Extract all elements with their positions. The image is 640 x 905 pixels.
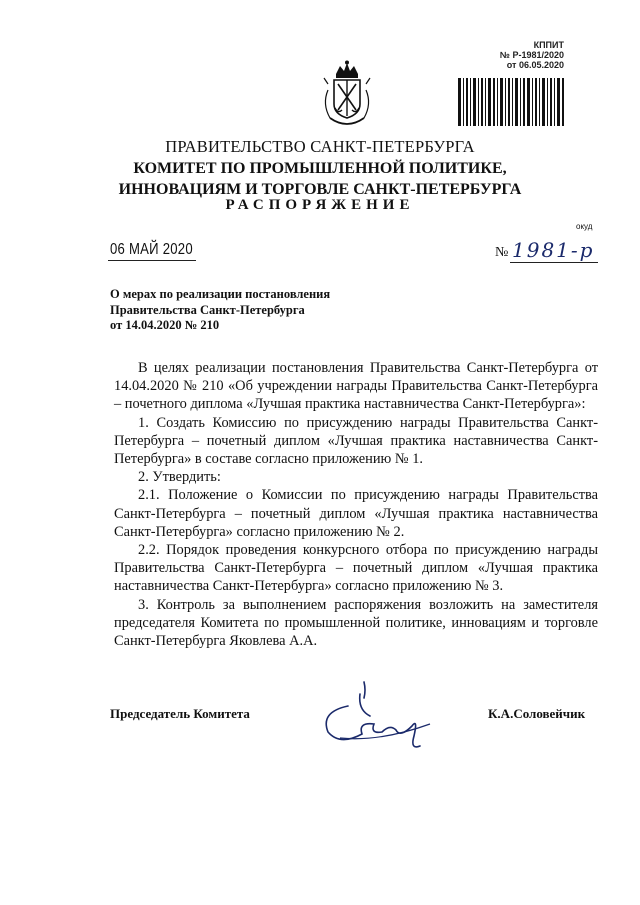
- stamp-org: КППИТ: [533, 40, 564, 50]
- stamp-reg-date: от 06.05.2020: [506, 60, 564, 70]
- number-underline: [510, 262, 598, 263]
- document-number: 1981-р: [512, 238, 595, 262]
- signature-icon: [300, 676, 450, 756]
- date-underline: [108, 260, 196, 261]
- paragraph-preamble: В целях реализации постановления Правительства Санкт-Петербурга от 14.04.2020 № 210 «Об учреждении награды Правительства Санкт-Петербурга – почетного диплома «Лучшая практика наставничества Санкт-Петербурга»:: [114, 360, 598, 413]
- paragraph-item-2: 2. Утвердить:: [138, 469, 221, 486]
- stamp-reg-number: № Р-1981/2020: [499, 50, 564, 60]
- committee-title: [0, 158, 640, 200]
- paragraph-item-3: 3. Контроль за выполнением распоряжения возложить на заместителя председателя Комитета по промышленной политике, инновациям и торговле Санкт-Петербурга Яковлева А.А.: [114, 596, 598, 650]
- barcode-icon: [458, 78, 564, 126]
- document-body: [114, 359, 598, 650]
- government-title: ПРАВИТЕЛЬСТВО САНКТ-ПЕТЕРБУРГА: [165, 137, 475, 156]
- subject-line3: от 14.04.2020 № 210: [110, 318, 220, 332]
- paragraph-item-2-1: 2.1. Положение о Комиссии по присуждению награды Правительства Санкт-Петербурга – почетный диплом «Лучшая практика наставничества Санкт-Петербурга» согласно приложению № 2.: [114, 487, 598, 540]
- coat-of-arms-icon: [318, 60, 376, 130]
- signer-position: Председатель Комитета: [110, 706, 250, 721]
- okud-label: окуд: [576, 222, 593, 231]
- paragraph-item-2-2: 2.2. Порядок проведения конкурсного отбора по присуждению награды Правительства Санкт-Петербурга – почетный диплом «Лучшая практика наставничества Санкт-Петербурга» согласно приложению № 3.: [114, 542, 598, 595]
- committee-title-line1: КОМИТЕТ ПО ПРОМЫШЛЕННОЙ ПОЛИТИКЕ,: [133, 160, 507, 177]
- document-type: РАСПОРЯЖЕНИЕ: [225, 197, 415, 213]
- signer-name: К.А.Соловейчик: [488, 706, 586, 721]
- number-label: №: [495, 245, 509, 260]
- committee-title-line2: ИННОВАЦИЯМ И ТОРГОВЛЕ САНКТ-ПЕТЕРБУРГА: [118, 181, 522, 198]
- document-date: 06 МАЙ 2020: [110, 241, 193, 258]
- subject-line2: Правительства Санкт-Петербурга: [110, 302, 305, 317]
- registration-stamp: [464, 40, 564, 70]
- subject-line1: О мерах по реализации постановления: [110, 287, 331, 301]
- document-subject: [110, 287, 410, 334]
- paragraph-item-1: 1. Создать Комиссию по присуждению награды Правительства Санкт-Петербурга – почетный диплом «Лучшая практика наставничества Санкт-Петербурга» в составе согласно приложению № 1.: [114, 414, 598, 468]
